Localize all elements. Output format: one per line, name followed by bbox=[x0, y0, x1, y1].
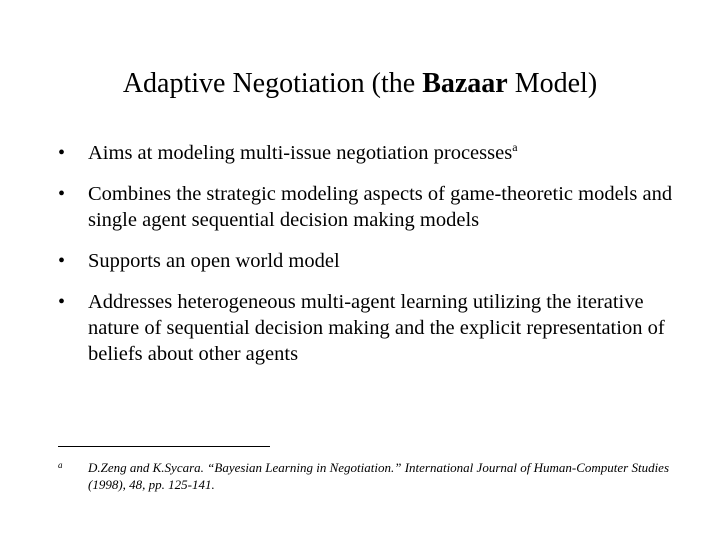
bullet-item bbox=[58, 248, 678, 274]
title-prefix: Adaptive Negotiation (the bbox=[122, 68, 423, 99]
bullet-item bbox=[58, 140, 678, 166]
slide-title bbox=[0, 66, 720, 102]
bullet-text: Addresses heterogeneous multi-agent learning utilizing the iterative nature of sequential decision making and the explicit representation of beliefs about other agents bbox=[88, 291, 665, 365]
title-suffix: Model) bbox=[507, 68, 598, 99]
bullet-marker: • bbox=[58, 250, 66, 272]
bullet-marker: • bbox=[58, 183, 66, 205]
title-bold-term: Bazaar bbox=[422, 68, 508, 99]
bullet-text: Aims at modeling multi-issue negotiation processes bbox=[88, 142, 513, 164]
footnote-divider bbox=[58, 446, 270, 447]
bullet-item bbox=[58, 289, 678, 367]
bullet-text: Supports an open world model bbox=[88, 250, 340, 272]
bullet-text: Combines the strategic modeling aspects of game-theoretic models and single agent sequential decision making models bbox=[88, 183, 673, 231]
footnote-marker-slot bbox=[58, 459, 88, 476]
footnote-text: D.Zeng and K.Sycara. “Bayesian Learning in Negotiation.” International Journal of Human-Computer Studies (1998), 48, pp. 125-141. bbox=[88, 460, 670, 492]
bullet-item bbox=[58, 181, 678, 233]
bullet-list bbox=[58, 140, 678, 367]
footnote-reference: a bbox=[512, 140, 518, 154]
bullet-marker: • bbox=[58, 291, 66, 313]
footnote-marker: a bbox=[58, 460, 63, 470]
footnote bbox=[58, 459, 688, 493]
bullet-marker: • bbox=[58, 142, 66, 164]
